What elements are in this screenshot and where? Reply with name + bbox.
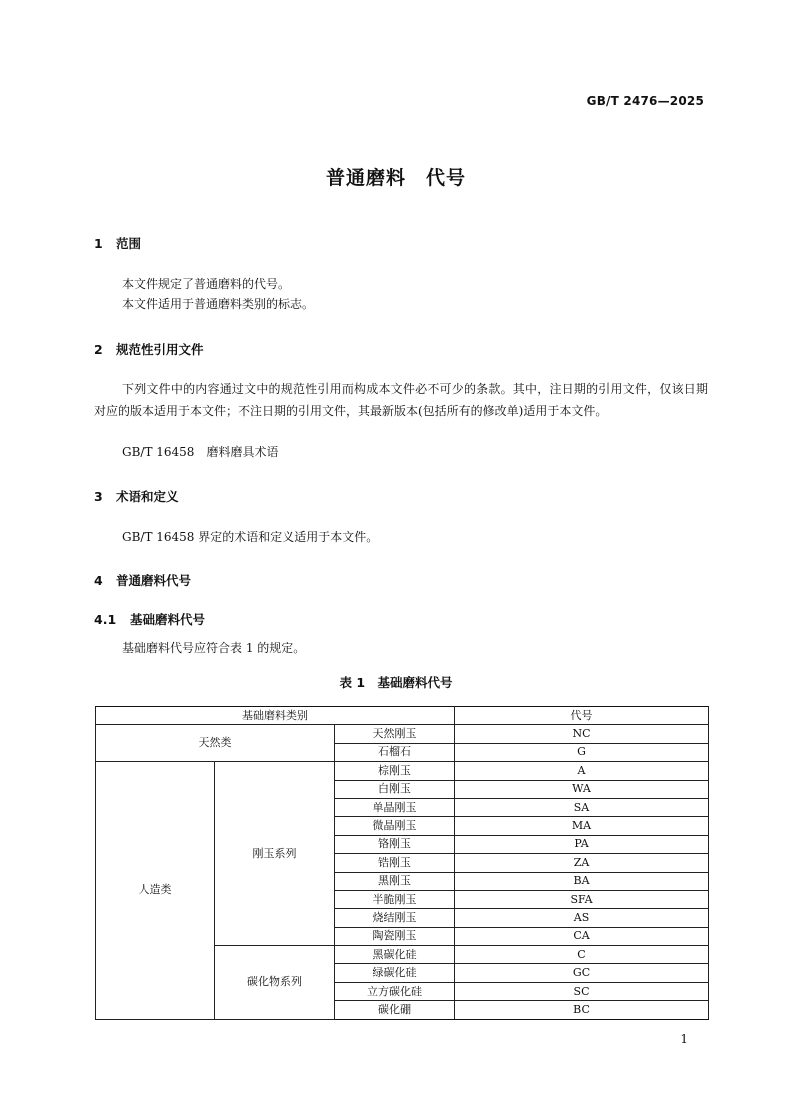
abrasive-name: 黑刚玉 (335, 872, 455, 890)
table-row (96, 725, 709, 743)
section-4-1-heading (94, 610, 205, 628)
section-3-heading (94, 487, 179, 505)
header-code: 代号 (455, 707, 709, 725)
abrasive-name: 棕刚玉 (335, 762, 455, 780)
section-3-number: 3 (94, 489, 103, 504)
abrasive-name: 碳化硼 (335, 1001, 455, 1019)
section-4-1-paragraph: 基础磨料代号应符合表 1 的规定。 (122, 641, 306, 655)
section-2-paragraph: 下列文件中的内容通过文中的规范性引用而构成本文件必不可少的条款。其中，注日期的引用文件，仅该日期对应的版本适用于本文件；不注日期的引用文件，其最新版本(包括所有的修改单)适用于本文件。 (94, 382, 708, 418)
section-4-title: 普通磨料代号 (116, 573, 192, 588)
section-3-paragraph: GB/T 16458 界定的术语和定义适用于本文件。 (122, 530, 379, 544)
section-4-1-title: 基础磨料代号 (130, 612, 206, 627)
carbide-series-cell: 碳化物系列 (215, 946, 335, 1020)
abrasive-name: 陶瓷刚玉 (335, 927, 455, 945)
abrasive-code: G (455, 743, 709, 761)
abrasive-code: C (455, 946, 709, 964)
abrasive-code: BA (455, 872, 709, 890)
abrasive-code: SFA (455, 890, 709, 908)
abrasive-code: SC (455, 982, 709, 1000)
abrasive-name: 锆刚玉 (335, 854, 455, 872)
section-1-paragraph-1: 本文件规定了普通磨料的代号。 (122, 277, 291, 291)
abrasive-name: 石榴石 (335, 743, 455, 761)
artificial-category-cell: 人造类 (96, 762, 215, 1019)
section-1-paragraph-2: 本文件适用于普通磨料类别的标志。 (122, 297, 315, 311)
section-4-1-number: 4.1 (94, 612, 117, 627)
section-3-title: 术语和定义 (116, 489, 179, 504)
abrasive-code: BC (455, 1001, 709, 1019)
section-4-number: 4 (94, 573, 103, 588)
abrasive-code: SA (455, 798, 709, 816)
abrasive-name: 烧结刚玉 (335, 909, 455, 927)
abrasive-code: NC (455, 725, 709, 743)
abrasive-code: GC (455, 964, 709, 982)
abrasive-name: 白刚玉 (335, 780, 455, 798)
abrasive-code: AS (455, 909, 709, 927)
section-2-number: 2 (94, 342, 103, 357)
abrasive-code: MA (455, 817, 709, 835)
section-4-heading (94, 571, 191, 589)
abrasive-name: 单晶刚玉 (335, 798, 455, 816)
section-1-number: 1 (94, 236, 103, 251)
abrasive-name: 天然刚玉 (335, 725, 455, 743)
table-header-row (96, 707, 709, 725)
abrasive-code: CA (455, 927, 709, 945)
table-row (96, 762, 709, 780)
abrasive-code: PA (455, 835, 709, 853)
document-title: 普通磨料 代号 (325, 167, 466, 189)
section-1-heading (94, 234, 141, 252)
section-1-title: 范围 (116, 236, 142, 251)
natural-category-cell: 天然类 (96, 725, 335, 762)
abrasive-code: A (455, 762, 709, 780)
header-category: 基础磨料类别 (96, 707, 455, 725)
abrasive-name: 微晶刚玉 (335, 817, 455, 835)
abrasive-name: 半脆刚玉 (335, 890, 455, 908)
abrasive-name: 立方碳化硅 (335, 982, 455, 1000)
abrasive-code: WA (455, 780, 709, 798)
abrasive-code: ZA (455, 854, 709, 872)
standard-number: GB/T 2476—2025 (586, 94, 704, 108)
section-2-reference: GB/T 16458 磨料磨具术语 (122, 445, 279, 459)
abrasive-name: 绿碳化硅 (335, 964, 455, 982)
page-number: 1 (680, 1032, 688, 1046)
abrasive-name: 黑碳化硅 (335, 946, 455, 964)
section-2-heading (94, 340, 204, 358)
table-1-caption: 表 1 基础磨料代号 (339, 675, 453, 690)
abrasive-code-table (95, 706, 709, 1020)
corundum-series-cell: 刚玉系列 (215, 762, 335, 946)
abrasive-name: 铬刚玉 (335, 835, 455, 853)
section-2-title: 规范性引用文件 (116, 342, 204, 357)
